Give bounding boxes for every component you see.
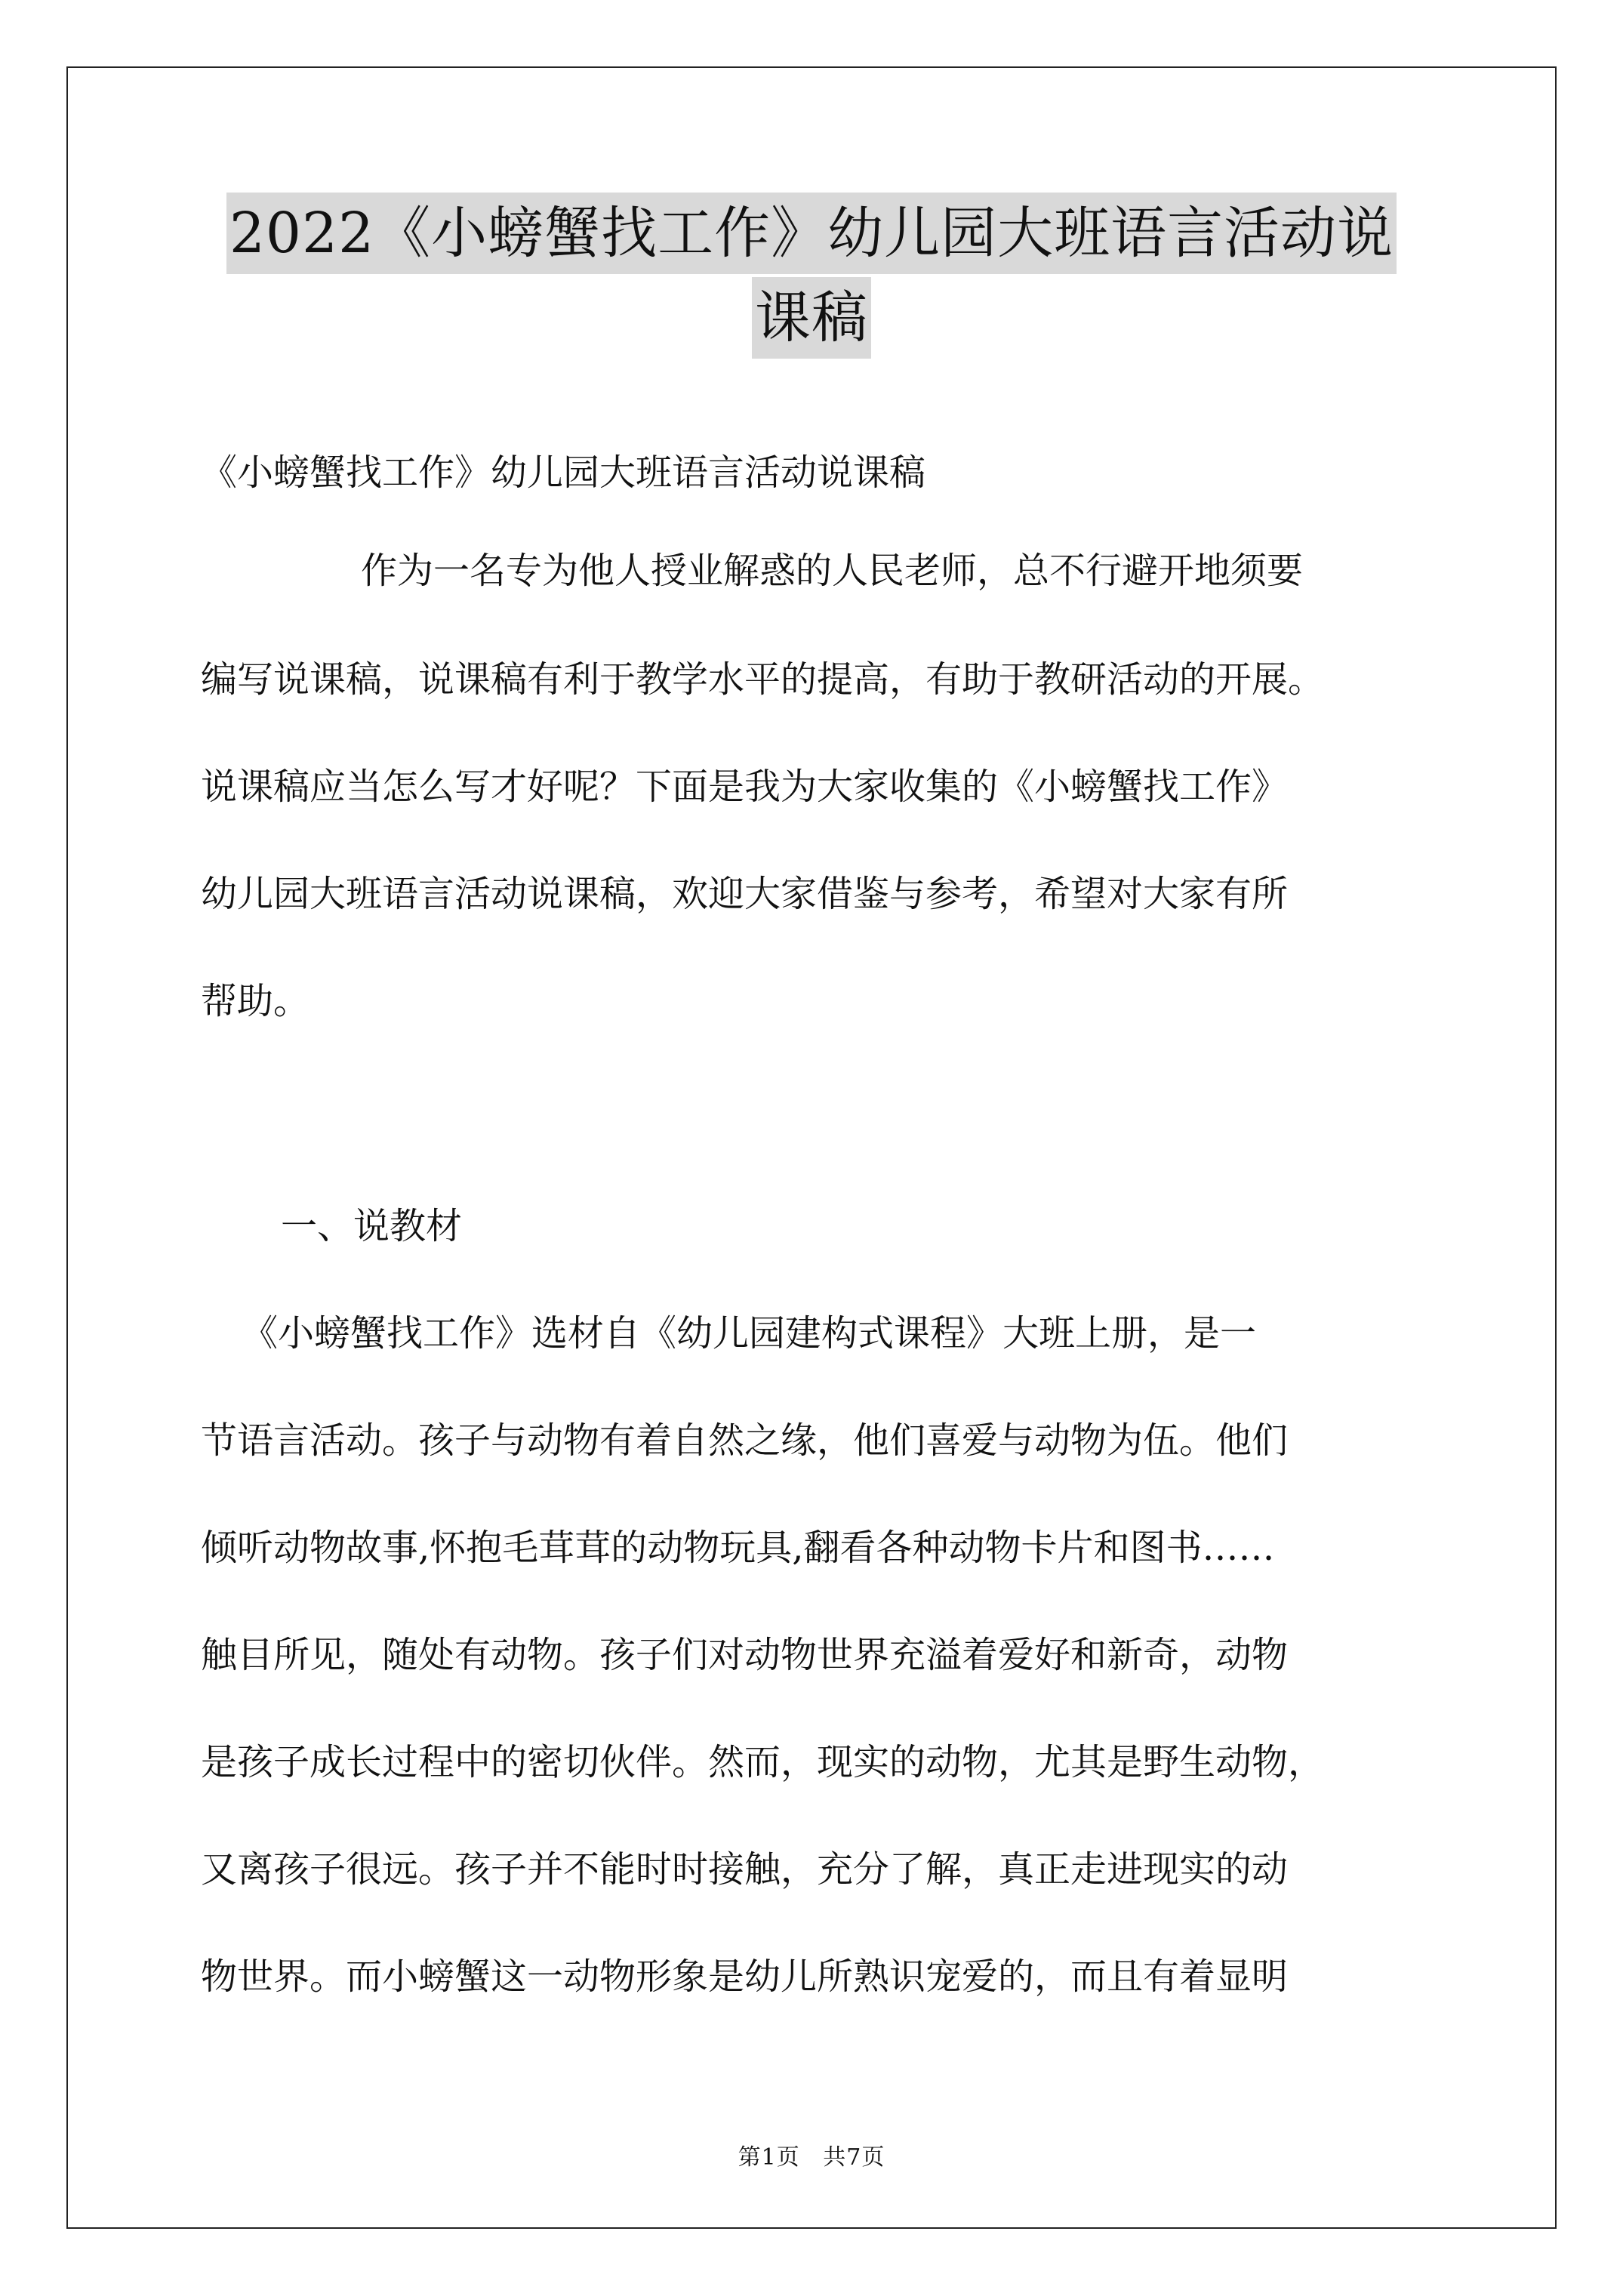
title-line-2: 课稿 — [752, 277, 871, 359]
section-line-4: 触目所见，随处有动物。孩子们对动物世界充溢着爱好和新奇，动物 — [201, 1634, 1289, 1676]
intro-line-5: 帮助。 — [201, 980, 310, 1022]
section-line-5: 是孩子成长过程中的密切伙伴。然而，现实的动物，尤其是野生动物， — [201, 1741, 1325, 1783]
section-line-3: 倾听动物故事,怀抱毛茸茸的动物玩具,翻看各种动物卡片和图书…… — [201, 1527, 1275, 1569]
section-line-1: 《小螃蟹找工作》选材自《幼儿园建构式课程》大班上册，是一 — [242, 1312, 1257, 1354]
page-number: 第1页 — [738, 2144, 800, 2171]
intro-line-4: 幼儿园大班语言活动说课稿，欢迎大家借鉴与参考，希望对大家有所 — [201, 873, 1289, 915]
page-total: 共7页 — [823, 2144, 885, 2171]
intro-line-2: 编写说课稿，说课稿有利于教学水平的提高，有助于教研活动的开展。 — [201, 658, 1325, 701]
section-line-2: 节语言活动。孩子与动物有着自然之缘，他们喜爱与动物为伍。他们 — [201, 1419, 1289, 1462]
title-line-1: 2022《小螃蟹找工作》幼儿园大班语言活动说 — [226, 193, 1397, 274]
page-footer — [66, 2138, 1557, 2171]
document-title — [66, 193, 1557, 359]
section-heading: 一、说教材 — [281, 1205, 463, 1247]
intro-line-3: 说课稿应当怎么写才好呢？下面是我为大家收集的《小螃蟹找工作》 — [201, 766, 1289, 808]
section-line-7: 物世界。而小螃蟹这一动物形象是幼儿所熟识宠爱的，而且有着显明 — [201, 1955, 1289, 1998]
intro-line-1: 作为一名专为他人授业解惑的人民老师，总不行避开地须要 — [361, 550, 1304, 592]
section-line-6: 又离孩子很远。孩子并不能时时接触，充分了解，真正走进现实的动 — [201, 1848, 1289, 1891]
subtitle: 《小螃蟹找工作》幼儿园大班语言活动说课稿 — [201, 451, 926, 494]
